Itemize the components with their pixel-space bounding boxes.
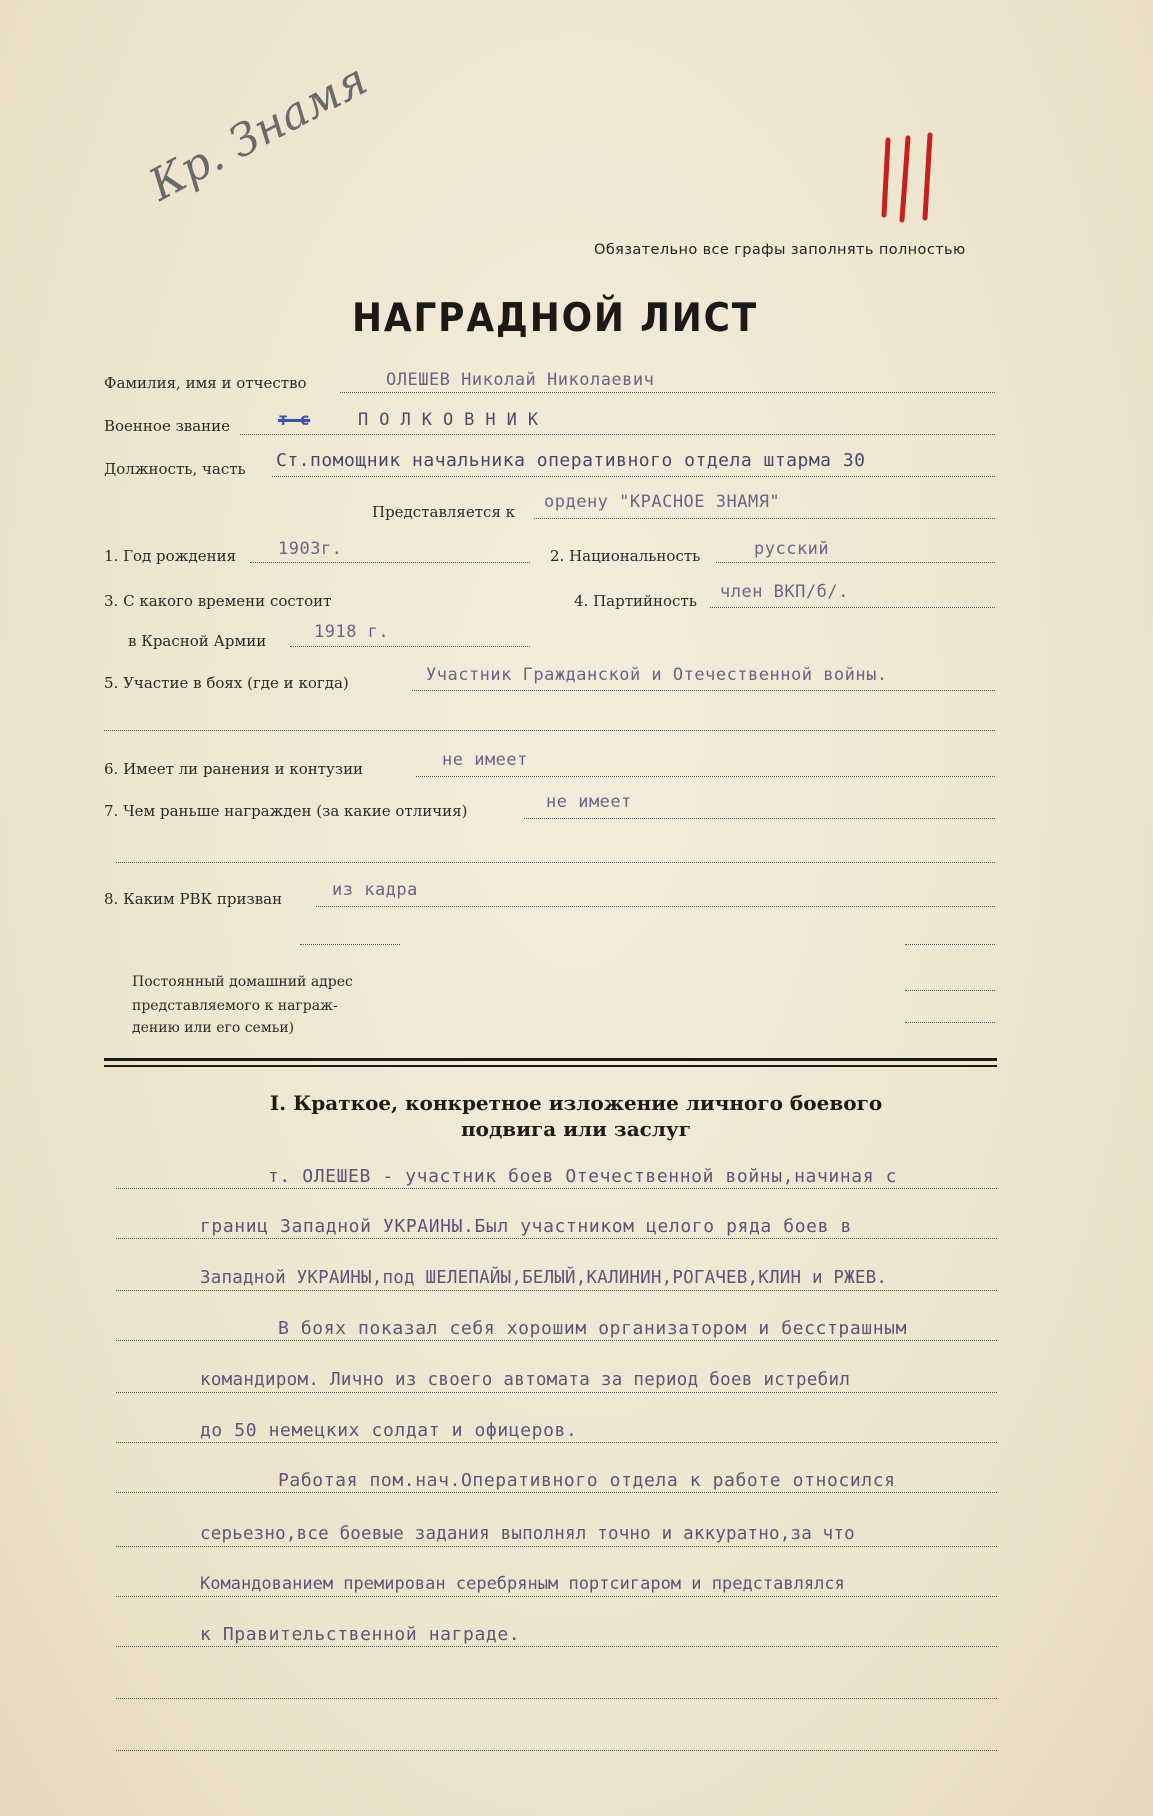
nominated-value: ордену "КРАСНОЕ ЗНАМЯ" [544,492,781,512]
address-label-3: дению или его семьи) [132,1020,295,1036]
rvk-label: 8. Каким РВК призван [104,890,283,908]
rvk-value: из кадра [332,880,418,900]
position-label: Должность, часть [104,460,246,478]
body-line: Западной УКРАИНЫ,под ШЕЛЕПАЙЫ,БЕЛЫЙ,КАЛИНИН,РОГАЧЕВ,КЛИН и РЖЕВ. [200,1268,888,1288]
body-line: к Правительственной награде. [200,1624,521,1645]
body-line: т. ОЛЕШЕВ - участник боев Отечественной войны,начиная с [268,1166,898,1187]
party-value: член ВКП/б/. [720,582,849,602]
rank-label: Военное звание [104,417,231,435]
notice-text: Обязательно все графы заполнять полностью [594,242,966,258]
battles-value: Участник Гражданской и Отечественной войны. [426,665,888,685]
red-marks-icon [870,120,950,230]
birth-label: 1. Год рождения [104,547,237,565]
section-divider [104,1058,997,1061]
body-line: Работая пом.нач.Оперативного отдела к работе относился [278,1470,896,1491]
wounds-value: не имеет [442,750,528,770]
body-line: границ Западной УКРАИНЫ.Был участником целого ряда боев в [200,1216,852,1237]
position-value: Ст.помощник начальника оперативного отдела штарма 30 [276,450,866,471]
body-line: серьезно,все боевые задания выполнял точно и аккуратно,за что [200,1524,855,1544]
nationality-label: 2. Национальность [550,547,701,565]
awards-label: 7. Чем раньше награжден (за какие отличия) [104,802,468,820]
name-value: ОЛЕШЕВ Николай Николаевич [386,370,655,390]
name-label: Фамилия, имя и отчество [104,374,307,392]
section-heading-line-2: подвига или заслуг [460,1117,691,1141]
rank-struck-value: т-с [278,410,311,430]
rank-value: ПОЛКОВНИК [358,410,550,430]
address-label-2: представляемого к награж- [132,998,338,1014]
body-line: до 50 немецких солдат и офицеров. [200,1420,578,1441]
body-line: командиром. Лично из своего автомата за период боев истребил [200,1370,851,1390]
battles-label: 5. Участие в боях (где и когда) [104,674,349,692]
nominated-label: Представляется к [372,503,516,521]
service-label-2: в Красной Армии [128,632,267,650]
section-heading-line-1: I. Краткое, конкретное изложение личного боевого [269,1091,883,1115]
body-line: В боях показал себя хорошим организатором и бесстрашным [278,1318,908,1339]
section-heading [76,1090,1076,1142]
address-label-1: Постоянный домашний адрес [132,974,353,990]
service-label: 3. С какого времени состоит [104,592,332,610]
awards-value: не имеет [546,792,632,812]
body-line: Командованием премирован серебряным портсигаром и представлялся [200,1574,845,1594]
party-label: 4. Партийность [574,592,697,610]
service-value: 1918 г. [314,622,390,642]
page-title: НАГРАДНОЙ ЛИСТ [352,296,759,341]
nationality-value: русский [754,539,830,559]
handwritten-note: Кр. Знамя [141,54,376,212]
wounds-label: 6. Имеет ли ранения и контузии [104,760,364,778]
birth-value: 1903г. [278,539,343,559]
